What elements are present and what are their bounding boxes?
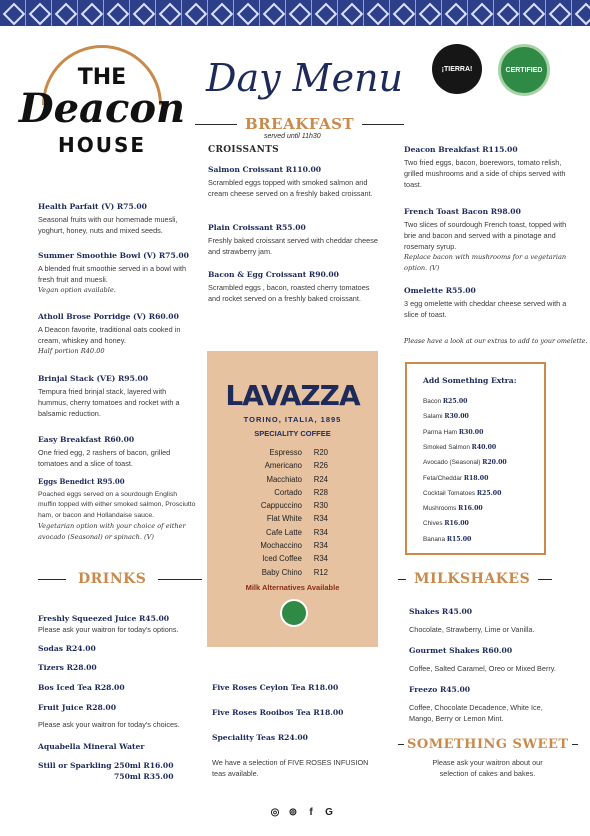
menu-item <box>38 311 196 357</box>
drink-item <box>38 741 144 754</box>
menu-item <box>404 285 574 320</box>
extra-price: R30.00 <box>458 428 484 436</box>
coffee-name: Iced Coffee <box>262 554 302 564</box>
item-desc: A blended fruit smoothie served in a bowl with fresh fruit and muesli. <box>38 264 187 284</box>
coffee-price: R26 <box>313 461 328 471</box>
extra-name: Banana <box>423 535 446 543</box>
tea-item <box>212 732 308 745</box>
extras-heading: Add Something Extra: <box>423 376 517 385</box>
border-tile <box>208 0 234 26</box>
item-desc: Please ask your waitron for today's choices. <box>38 720 180 729</box>
coffee-row <box>207 499 378 512</box>
border-tile <box>182 0 208 26</box>
coffee-row <box>207 512 378 525</box>
item-title: Summer Smoothie Bowl (V) R75.00 <box>38 251 189 260</box>
coffee-name: Macchiato <box>266 474 302 484</box>
divider <box>38 579 66 580</box>
coffee-subtitle: SPECIALITY COFFEE <box>254 429 331 438</box>
item-desc: Scrambled eggs , bacon, roasted cherry tomatoes and rocket served on a freshly baked croissant. <box>208 283 370 303</box>
item-title: Health Parfait (V) R75.00 <box>38 202 147 211</box>
extra-row <box>423 505 483 512</box>
drink-item <box>38 760 112 773</box>
item-title: Shakes R45.00 <box>409 607 473 616</box>
extra-price: R16.00 <box>458 505 483 513</box>
item-title: Gourmet Shakes R60.00 <box>409 646 513 655</box>
border-tile <box>104 0 130 26</box>
extra-name: Avocado (Seasonal) <box>423 459 481 467</box>
divider <box>195 124 237 125</box>
item-desc: Tempura fried brinjal stack, layered with hummus, cherry tomatoes and rocket with a balsamic reduction. <box>38 387 180 418</box>
extras-note: Please have a look at our extras to add to your omelette. <box>404 337 588 345</box>
extra-name: Feta/Cheddar <box>423 474 463 482</box>
menu-item <box>208 222 378 257</box>
deacon-house-logo <box>12 45 192 165</box>
breakfast-heading-text: BREAKFAST <box>245 115 355 133</box>
drink-item <box>38 643 96 656</box>
coffee-panel <box>207 351 378 647</box>
extra-row <box>423 475 488 482</box>
drinks-heading-text: DRINKS <box>78 571 147 587</box>
menu-item <box>208 164 378 199</box>
menu-item <box>208 269 378 304</box>
rainforest-badge-text: CERTIFIED <box>505 66 543 74</box>
extra-name: Cocktail Tomatoes <box>423 489 476 497</box>
item-title: Bacon & Egg Croissant R90.00 <box>208 270 339 279</box>
item-title: Salmon Croissant R110.00 <box>208 165 322 174</box>
border-tile <box>0 0 26 26</box>
item-title: Speciality Teas R24.00 <box>212 733 308 742</box>
tierra-badge <box>432 44 482 94</box>
item-title: Freshly Squeezed Juice R45.00 <box>38 614 170 623</box>
coffee-price: R28 <box>313 487 328 497</box>
coffee-row <box>207 446 378 459</box>
drink-item <box>38 662 97 675</box>
extra-row <box>423 536 471 543</box>
border-tile <box>78 0 104 26</box>
coffee-name: Cafe Latte <box>266 527 302 537</box>
item-title: Five Roses Ceylon Tea R18.00 <box>212 683 339 692</box>
border-tile <box>364 0 390 26</box>
tea-item <box>212 682 338 695</box>
item-title: Deacon Breakfast R115.00 <box>404 145 518 154</box>
extra-name: Parma Ham <box>423 428 458 436</box>
drink-size <box>114 760 174 771</box>
sweet-heading <box>398 737 578 752</box>
border-tile <box>286 0 312 26</box>
item-title: 750ml R35.00 <box>114 772 174 781</box>
divider <box>572 744 578 745</box>
rainforest-seal-icon <box>280 599 308 627</box>
shake-item <box>409 684 559 724</box>
item-title: Brinjal Stack (VE) R95.00 <box>38 374 149 383</box>
logo-deacon: Deacon <box>18 85 186 132</box>
item-title: Omelette R55.00 <box>404 286 476 295</box>
item-desc: We have a selection of FIVE ROSES INFUSION teas available. <box>212 758 369 778</box>
extra-price: R25.00 <box>476 489 502 497</box>
item-desc: Two fried eggs, bacon, boerewors, tomato relish, grilled mushrooms and a side of chips served with toast. <box>404 158 566 189</box>
item-note: Vegetarian option with your choice of either avocado (Seasonal) or spinach. (V) <box>38 522 186 541</box>
logo-house: HOUSE <box>57 133 147 157</box>
coffee-row <box>207 566 378 579</box>
extra-name: Salami <box>423 413 443 421</box>
item-desc: One fried egg, 2 rashers of bacon, grilled tomatoes and a slice of toast. <box>38 448 171 468</box>
item-note: Replace bacon with mushrooms for a vegetarian option. (V) <box>404 253 567 272</box>
coffee-list <box>207 446 378 579</box>
item-desc: Chocolate, Strawberry, Lime or Vanilla. <box>409 625 535 634</box>
sweet-desc <box>420 757 555 779</box>
divider <box>398 579 406 580</box>
divider <box>158 579 202 580</box>
milkshakes-heading <box>398 571 552 587</box>
divider <box>538 579 552 580</box>
extra-name: Chives <box>423 520 443 528</box>
menu-item <box>404 206 574 274</box>
coffee-name: Flat White <box>266 514 302 524</box>
coffee-row <box>207 486 378 499</box>
item-note: Vegan option available. <box>38 286 116 294</box>
extra-price: R40.00 <box>471 443 497 451</box>
item-desc: Two slices of sourdough French toast, topped with brie and bacon and served with a pinotage and rosemary syrup. <box>404 220 567 251</box>
border-tile <box>156 0 182 26</box>
item-title: Sodas R24.00 <box>38 644 96 653</box>
coffee-row <box>207 473 378 486</box>
drink-item <box>38 702 208 730</box>
extra-row <box>423 459 507 466</box>
extra-price: R16.00 <box>444 520 469 528</box>
facebook-icon[interactable]: f <box>309 807 313 818</box>
coffee-row <box>207 539 378 552</box>
item-title: Eggs Benedict R95.00 <box>38 477 125 486</box>
decorative-tile-border <box>0 0 590 26</box>
border-tile <box>572 0 590 26</box>
item-desc: Coffee, Salted Caramel, Oreo or Mixed Berry. <box>409 664 556 673</box>
drink-item <box>38 682 125 695</box>
menu-item <box>38 373 196 419</box>
drinks-heading <box>38 571 202 587</box>
coffee-price: R34 <box>313 527 328 537</box>
menu-item <box>38 201 196 236</box>
coffee-price: R24 <box>313 474 328 484</box>
sweet-heading-text: SOMETHING SWEET <box>407 737 569 752</box>
extra-row <box>423 490 501 497</box>
border-tile <box>442 0 468 26</box>
extra-name: Smoked Salmon <box>423 443 470 451</box>
tea-item <box>212 707 343 720</box>
croissants-heading: CROISSANTS <box>208 145 279 155</box>
item-desc: A Deacon favorite, traditional oats cooked in cream, whiskey and honey. <box>38 325 181 345</box>
extra-row <box>423 429 483 436</box>
milk-note: Milk Alternatives Available <box>245 583 340 592</box>
border-tile <box>468 0 494 26</box>
google-icon[interactable]: G <box>325 807 333 818</box>
border-tile <box>26 0 52 26</box>
item-title: 250ml R16.00 <box>114 761 174 770</box>
item-title: Plain Croissant R55.00 <box>208 223 306 232</box>
extra-price: R20.00 <box>482 459 507 467</box>
extra-price: R30.00 <box>444 413 469 421</box>
coffee-name: Cortado <box>274 487 302 497</box>
menu-item <box>38 434 196 469</box>
item-title: Easy Breakfast R60.00 <box>38 435 135 444</box>
item-desc: Coffee, Chocolate Decadence, White Ice, Mango, Berry or Lemon Mint. <box>409 703 543 723</box>
extra-price: R25.00 <box>442 398 468 405</box>
extra-row <box>423 398 467 405</box>
tierra-badge-text: ¡TIERRA! <box>441 65 473 73</box>
coffee-row <box>207 526 378 539</box>
extras-box <box>405 362 546 555</box>
item-title: Bos Iced Tea R28.00 <box>38 683 125 692</box>
extra-row <box>423 520 469 527</box>
border-tile <box>546 0 572 26</box>
coffee-name: Mochaccino <box>260 541 302 551</box>
coffee-name: Baby Chino <box>261 567 302 577</box>
item-desc: Please ask your waitron for today's options. <box>38 625 179 634</box>
tea-desc <box>212 757 382 779</box>
breakfast-note: served until 11h30 <box>264 133 321 140</box>
border-tile <box>234 0 260 26</box>
item-title: French Toast Bacon R98.00 <box>404 207 521 216</box>
divider <box>362 124 404 125</box>
drink-size <box>114 771 174 784</box>
item-desc: Please ask your waitron about our selection of cakes and bakes. <box>432 758 543 778</box>
page-title: Day Menu <box>206 56 404 100</box>
tripadvisor-icon[interactable]: ⊚ <box>288 807 298 818</box>
extra-row <box>423 413 469 420</box>
border-tile <box>52 0 78 26</box>
border-tile <box>494 0 520 26</box>
breakfast-heading <box>195 115 404 133</box>
item-note: Half portion R40.00 <box>38 347 105 355</box>
coffee-name: Espresso <box>269 448 302 457</box>
shake-item <box>409 606 579 635</box>
item-title: Tizers R28.00 <box>38 663 97 672</box>
coffee-price: R20 <box>313 448 328 457</box>
border-tile <box>260 0 286 26</box>
border-tile <box>416 0 442 26</box>
border-tile <box>338 0 364 26</box>
item-desc: Seasonal fruits with our homemade muesli, yoghurt, honey, nuts and mixed seeds. <box>38 215 178 235</box>
coffee-price: R34 <box>313 554 328 564</box>
coffee-row <box>207 459 378 472</box>
coffee-price: R30 <box>313 501 328 511</box>
item-title: Still or Sparkling <box>38 761 112 770</box>
logo-the: THE <box>77 65 127 90</box>
rainforest-alliance-badge <box>498 44 550 96</box>
extra-name: Bacon <box>423 398 442 405</box>
border-tile <box>312 0 338 26</box>
border-tile <box>520 0 546 26</box>
social-icons <box>269 807 335 818</box>
milkshakes-heading-text: MILKSHAKES <box>414 571 531 587</box>
item-title: Atholl Brose Porridge (V) R60.00 <box>38 312 179 321</box>
item-title: Aquabella Mineral Water <box>38 742 145 751</box>
item-title: Freezo R45.00 <box>409 685 471 694</box>
instagram-icon[interactable]: ◎ <box>270 807 280 818</box>
coffee-price: R12 <box>313 567 328 577</box>
menu-item <box>38 477 196 542</box>
coffee-price: R34 <box>313 541 328 551</box>
coffee-name: Americano <box>264 461 302 471</box>
menu-item <box>38 250 196 296</box>
lavazza-city: TORINO, ITALIA, 1895 <box>243 415 342 424</box>
item-desc: Scrambled eggs topped with smoked salmon and cream cheese served on a freshly baked croissant. <box>208 178 373 198</box>
coffee-price: R34 <box>313 514 328 524</box>
border-tile <box>130 0 156 26</box>
item-title: Five Roses Rooibos Tea R18.00 <box>212 708 344 717</box>
drink-item <box>38 613 208 635</box>
extra-price: R18.00 <box>463 474 489 482</box>
coffee-name: Cappuccino <box>260 501 302 511</box>
extra-price: R15.00 <box>446 535 472 543</box>
item-desc: Poached eggs served on a sourdough English muffin topped with either smoked salmon, Prosciutto ham, or bacon and Hollandaise sauce. <box>38 490 196 519</box>
coffee-row <box>207 552 378 565</box>
lavazza-logo: LAVAZZA <box>225 379 360 412</box>
item-desc: Freshly baked croissant served with cheddar cheese and strawberry jam. <box>208 236 378 256</box>
border-tile <box>390 0 416 26</box>
menu-item <box>404 144 574 190</box>
extra-name: Mushrooms <box>423 505 457 513</box>
extra-row <box>423 444 496 451</box>
item-title: Fruit Juice R28.00 <box>38 703 117 712</box>
shake-item <box>409 645 579 674</box>
item-desc: 3 egg omelette with cheddar cheese served with a slice of toast. <box>404 299 567 319</box>
